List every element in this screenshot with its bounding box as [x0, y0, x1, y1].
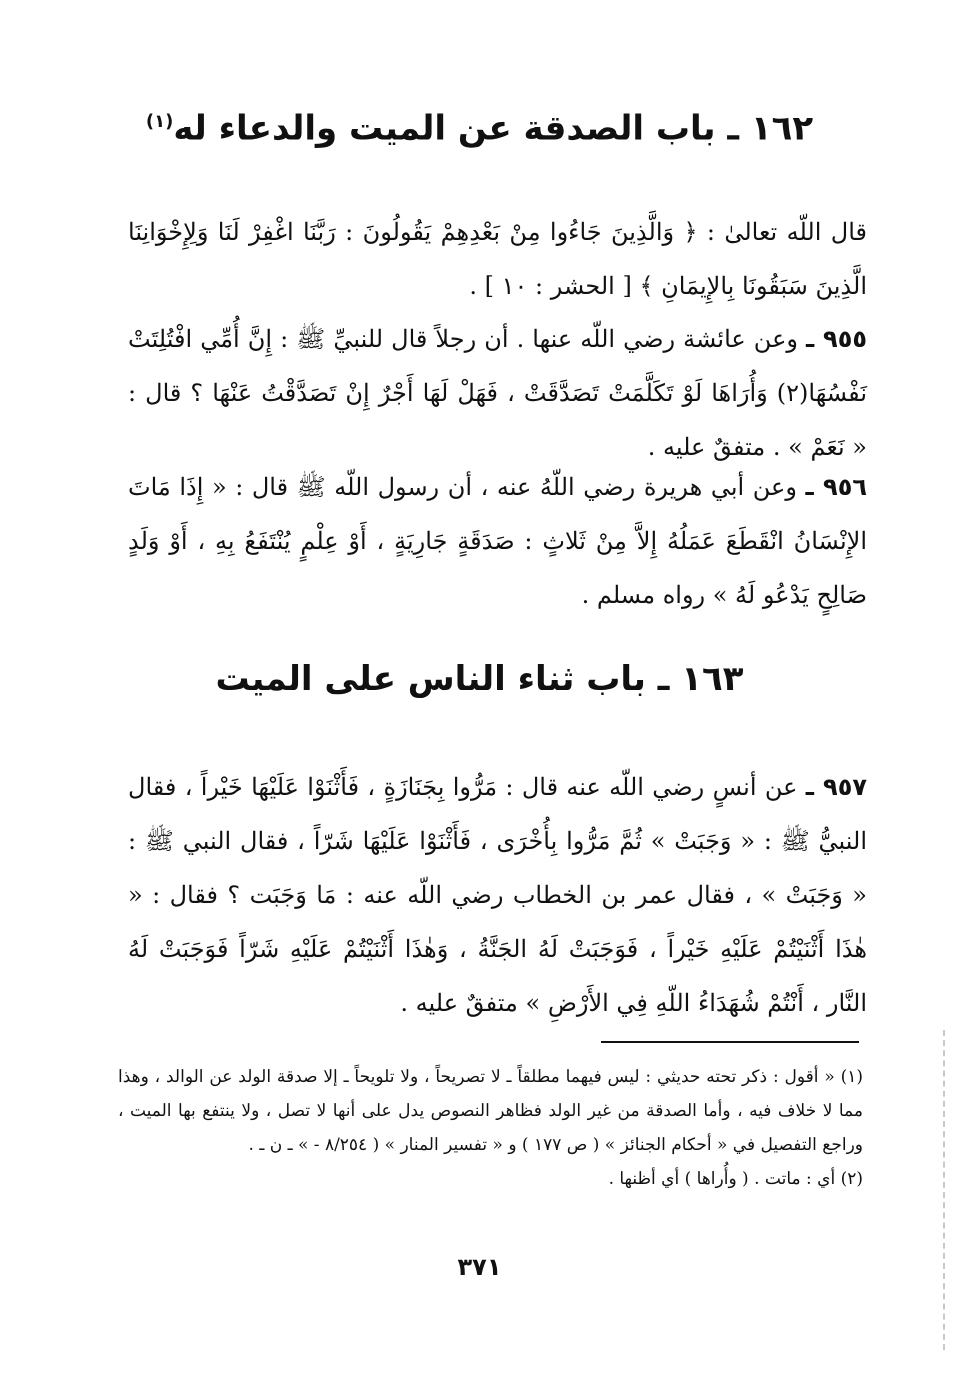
hadith-957-text: عن أنسٍ رضي اللّه عنه قال : مَرُّوا بِجَنَازَةٍ ، فَأَثْنَوْا عَلَيْهَا خَيْراً ، فقال النبيُّ ﷺ : « وَجَبَتْ » ثُمَّ مَرُّوا بِأُخْرَى ، فَأَثْنَوْا عَلَيْهَا شَرّاً ، فقال النبي ﷺ : « وَجَبَتْ » ، فقال عمر بن الخطاب رضي اللّه عنه : مَا وَجَبَت ؟ فقال : « هٰذَا أَثْنَيْتُمْ عَلَيْهِ خَيْراً ، فَوَجَبَتْ لَهُ الجَنَّةُ ، وَهٰذَا أَثْنَيْتُمْ عَلَيْهِ شَرّاً فَوَجَبَتْ لَهُ النَّار ، أَنْتُمْ شُهَدَاءُ اللّهِ فِي الأَرْضِ » متفقٌ عليه .: [128, 773, 867, 1017]
chapter-163-heading: [130, 655, 829, 703]
quran-verse-paragraph: قال اللّه تعالىٰ : ﴿ وَالَّذِينَ جَاءُوا مِنْ بَعْدِهِمْ يَقُولُونَ : رَبَّنَا اغْفِرْ لَنَا وَلِإِخْوَانِنَا الَّذِينَ سَبَقُونَا بِالإِيمَانِ ﴾ [ الحشر : ١٠ ] .: [128, 218, 867, 300]
hadith-956-text: وعن أبي هريرة رضي اللّهُ عنه ، أن رسول اللّه ﷺ قال : « إِذَا مَاتَ الإِنْسَانُ انْقَطَعَ عَمَلُهُ إِلاَّ مِنْ ثَلاثٍ : صَدَقَةٍ جَارِيَةٍ ، أَوْ عِلْمٍ يُنْتَفَعُ بِهِ ، أَوْ وَلَدٍ صَالِحٍ يَدْعُو لَهُ » رواه مسلم .: [128, 473, 867, 609]
hadith-955-text: وعن عائشة رضي اللّه عنها . أن رجلاً قال للنبيِّ ﷺ : إِنَّ أُمِّي افْتُلِتَتْ نَفْسُهَا(٢) وَأُرَاهَا لَوْ تَكَلَّمَتْ تَصَدَّقَتْ ، فَهَلْ لَهَا أَجْرٌ إِنْ تَصَدَّقْتُ عَنْهَا ؟ قال : « نَعَمْ » . متفقٌ عليه .: [128, 325, 867, 461]
footnote-2: (٢) أي : ماتت . ( وأُراها ) أي أظنها .: [608, 1169, 863, 1189]
page-number: ٣٧١: [457, 1253, 502, 1281]
footnotes: [118, 1060, 863, 1196]
chapter-162-title: ١٦٢ ـ باب الصدقة عن الميت والدعاء له: [173, 108, 814, 149]
hadith-956-paragraph: [128, 460, 867, 622]
footnote-ref-1: (١): [145, 111, 174, 132]
hadith-955-number: ٩٥٥ ـ: [806, 325, 867, 353]
scan-edge-marks: [943, 1030, 945, 1350]
chapter-163-title: ١٦٣ ـ باب ثناء الناس على الميت: [215, 659, 744, 699]
hadith-957-paragraph: [128, 760, 867, 1030]
hadith-955-paragraph: [128, 312, 867, 474]
footnote-1: (١) « أقول : ذكر تحته حديثي : ليس فيهما مطلقاً ـ لا تصريحاً ، ولا تلويحاً ـ إلا صدقة الولد عن الوالد ، وهذا مما لا خلاف فيه ، وأما الصدقة من غير الولد فظاهر النصوص يدل على أنها لا تصل ، ولا ينتفع بها الميت ، وراجع التفصيل في « أحكام الجنائز » ( ص ١٧٧ ) و « تفسير المنار » ( ٨/٢٥٤ - » ـ ن ـ .: [118, 1067, 863, 1155]
footnote-divider: [601, 1041, 859, 1043]
chapter-162-heading: [130, 98, 829, 152]
hadith-956-number: ٩٥٦ ـ: [805, 473, 867, 501]
hadith-957-number: ٩٥٧ ـ: [805, 773, 867, 801]
